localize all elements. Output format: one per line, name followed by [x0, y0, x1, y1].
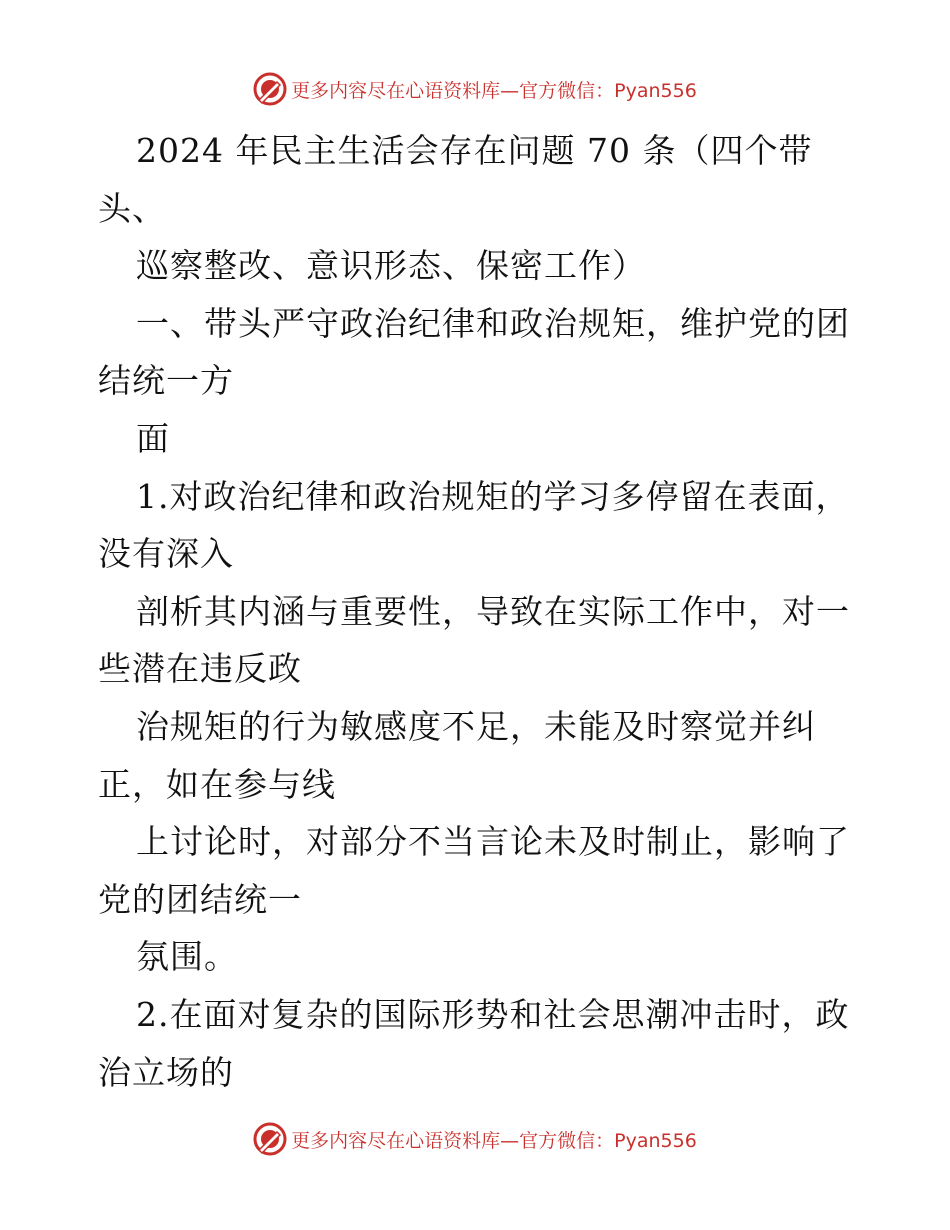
text-line: 剖析其内涵与重要性，导致在实际工作中，对一	[136, 591, 850, 631]
footer-watermark	[0, 1122, 950, 1156]
pen-logo-icon	[253, 1122, 287, 1156]
text-line: 些潜在违反政	[98, 649, 302, 689]
watermark-text: 更多内容尽在心语资料库—官方微信：Pyan556	[291, 1129, 697, 1152]
text-line: 结统一方	[98, 361, 234, 401]
text-line: 党的团结统一	[98, 879, 302, 919]
text-line: 巡察整改、意识形态、保密工作）	[136, 246, 646, 286]
pen-logo-icon	[253, 72, 287, 106]
header-watermark	[0, 72, 950, 106]
text-line: 治规矩的行为敏感度不足，未能及时察觉并纠	[136, 706, 816, 746]
text-line: 面	[136, 418, 170, 458]
text-line: 头、	[98, 188, 166, 228]
text-line: 2.在面对复杂的国际形势和社会思潮冲击时，政	[136, 994, 850, 1034]
text-line: 一、带头严守政治纪律和政治规矩，维护党的团	[136, 303, 850, 343]
text-line: 氛围。	[136, 937, 238, 977]
text-line: 治立场的	[98, 1052, 234, 1092]
text-line: 上讨论时，对部分不当言论未及时制止，影响了	[136, 822, 850, 862]
watermark-text: 更多内容尽在心语资料库—官方微信：Pyan556	[291, 79, 697, 102]
text-line: 正，如在参与线	[98, 764, 336, 804]
text-line: 2024 年民主生活会存在问题 70 条（四个带	[136, 131, 813, 170]
text-line: 1.对政治纪律和政治规矩的学习多停留在表面，	[136, 476, 850, 516]
text-line: 没有深入	[98, 534, 234, 574]
document-body	[98, 122, 858, 1101]
